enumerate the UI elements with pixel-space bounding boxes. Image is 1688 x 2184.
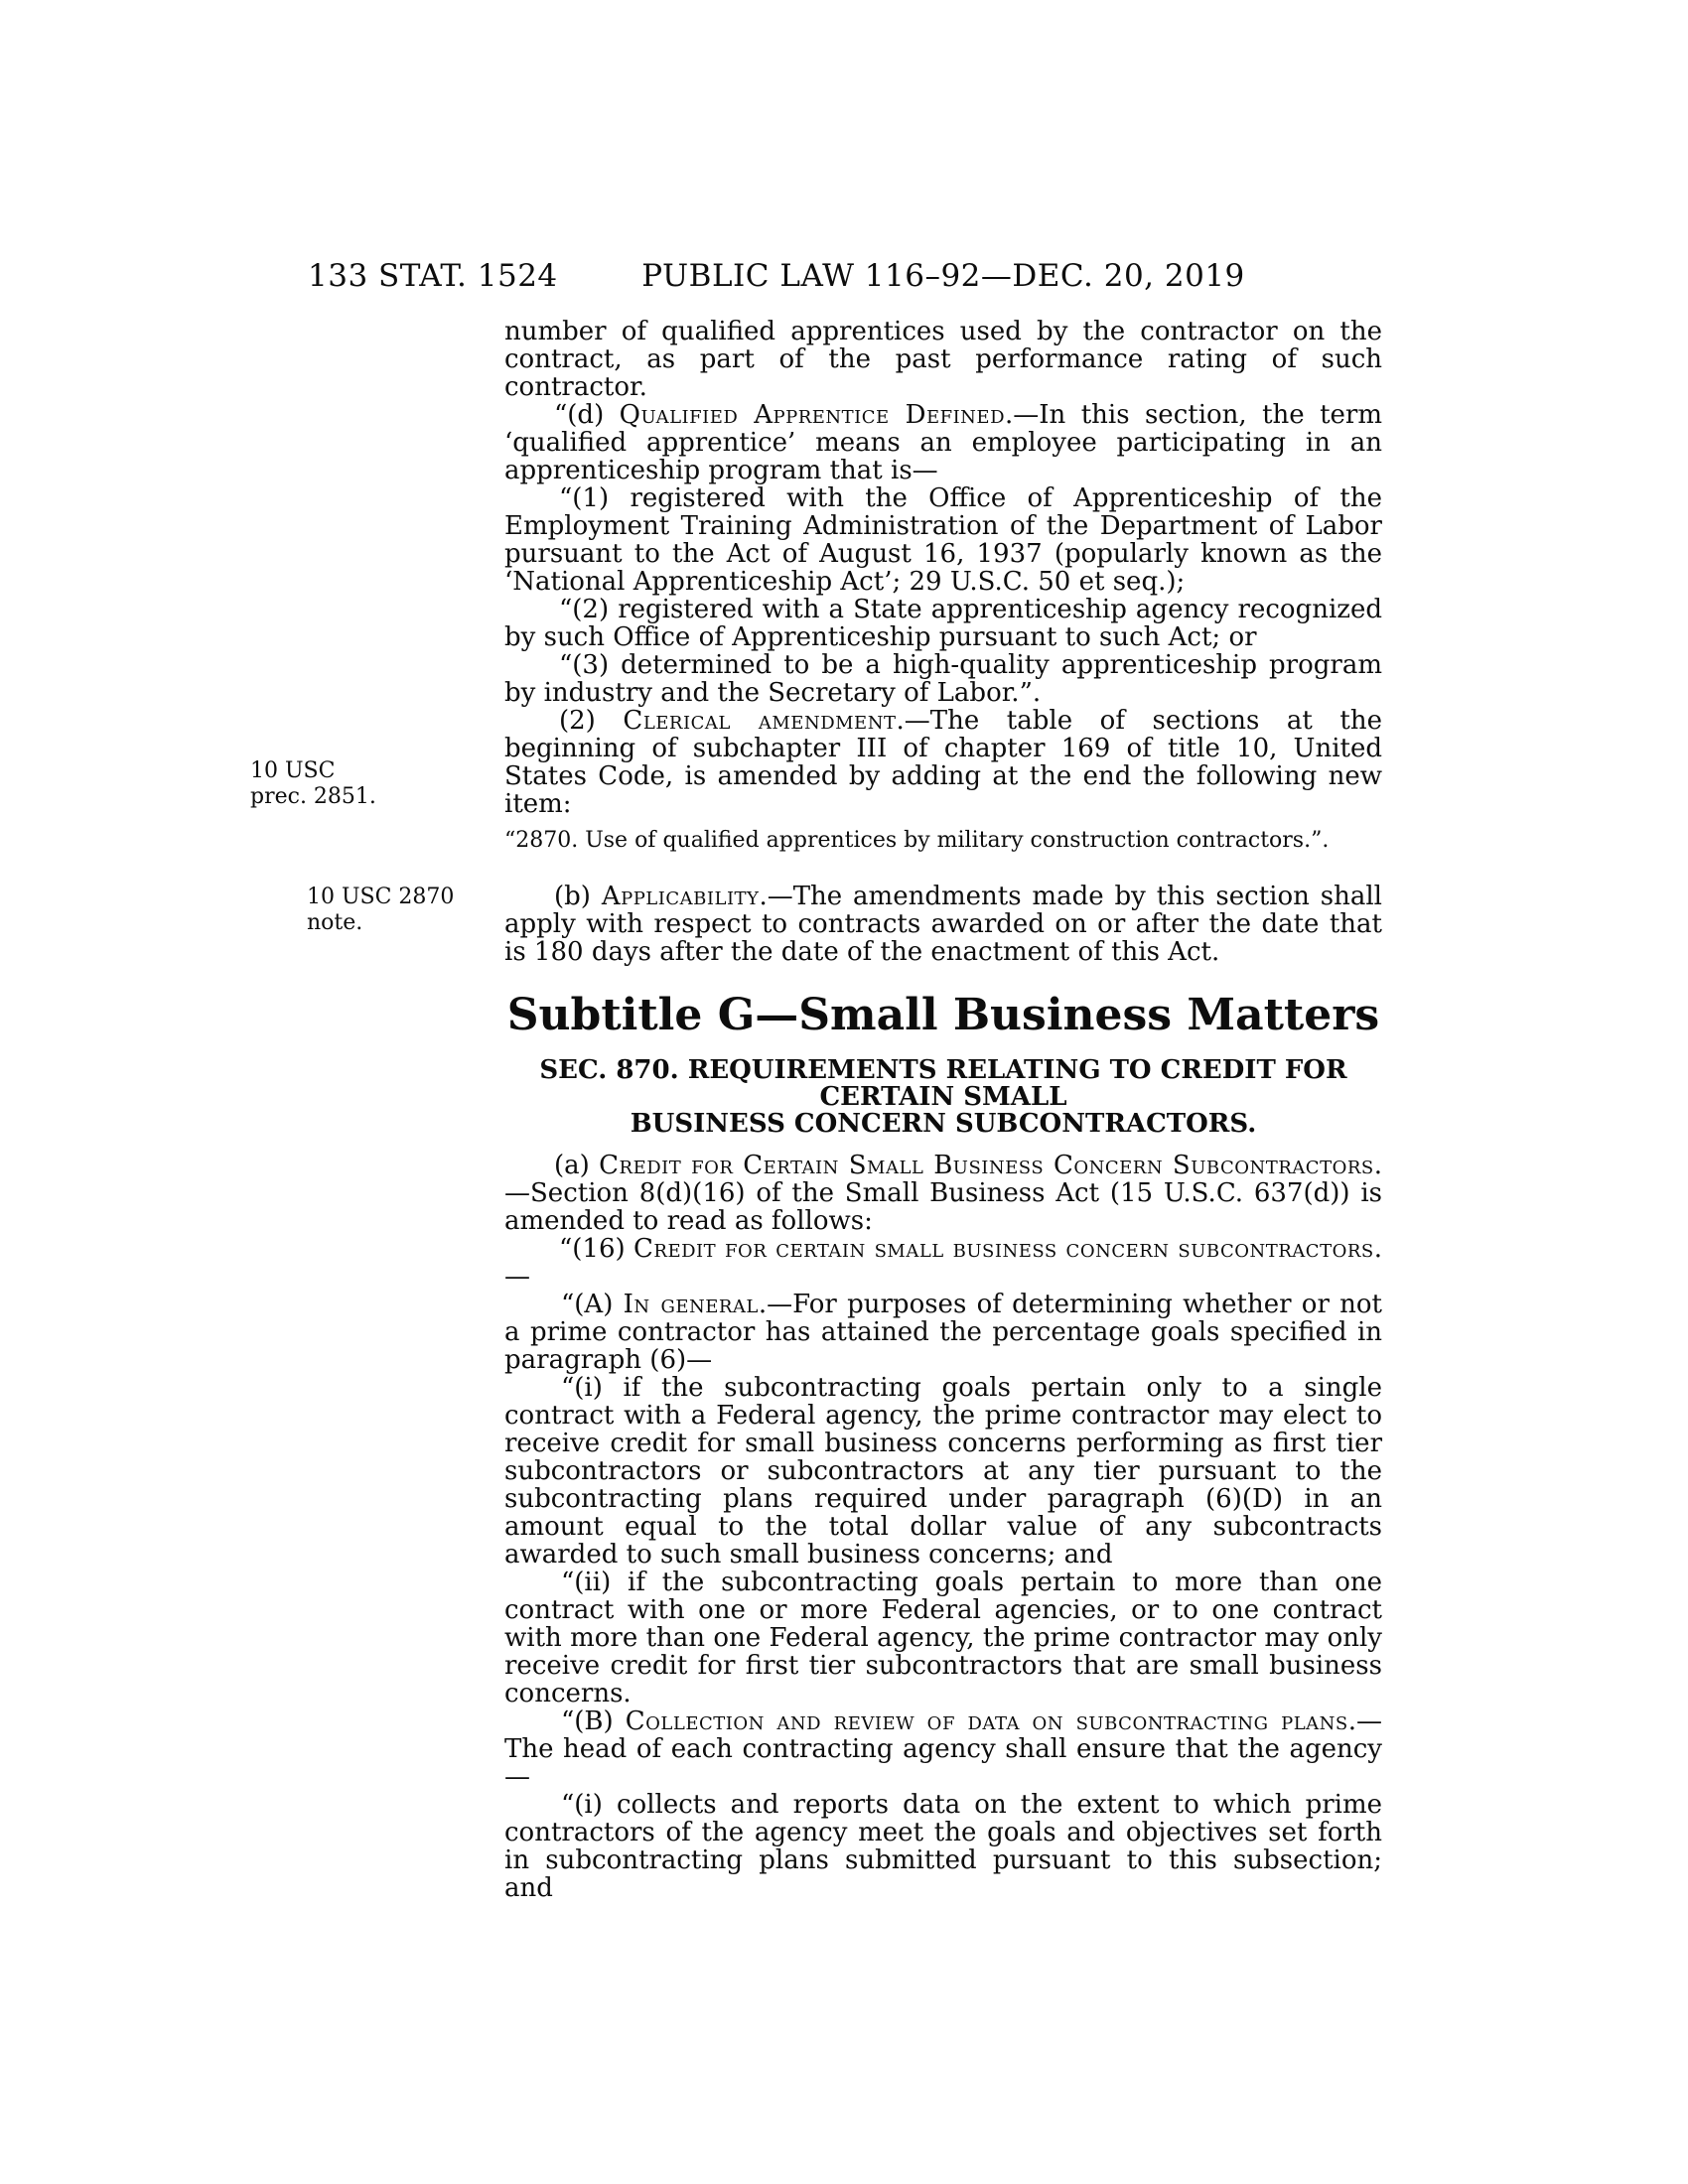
text-run: “(ii) if the subcontracting goals pertain to more than one contract with one or more Federal agencies, or to one contract with more than one Federal agency, the prime contractor may only receive credit for first tier subcontractors that are small business concerns. bbox=[504, 1568, 1382, 1708]
text-run: “(i) collects and reports data on the extent to which prime contractors of the agency meet the goals and objectives set forth in subcontracting plans submitted pursuant to this subsection; and bbox=[504, 1790, 1382, 1903]
text-run: “(16) bbox=[559, 1234, 634, 1264]
paragraph-i-single-contract bbox=[504, 1374, 1382, 1569]
text-run: .—The head of each contracting agency shall ensure that the agency— bbox=[504, 1706, 1382, 1792]
text-run: Collection and review of data on subcontracting plans bbox=[625, 1706, 1348, 1736]
text-run: “(i) if the subcontracting goals pertain only to a single contract with a Federal agency, the prime contractor may elect to receive credit for small business concerns performing as first tier subcontractors or subcontractors at any tier pursuant to the subcontracting plans required under paragraph (6)(D) in an amount equal to the total dollar value of any subcontracts awarded to such small business concerns; and bbox=[504, 1373, 1382, 1570]
subtitle-g-heading: Subtitle G—Small Business Matters bbox=[506, 990, 1380, 1040]
paragraph-2-clerical-amendment bbox=[250, 706, 1383, 819]
margin-note-10-usc-2870-note bbox=[307, 885, 500, 936]
margin-note-line: note. bbox=[307, 910, 363, 935]
text-run: .—Section 8(d)(16) of the Small Business Act (15 U.S.C. 637(d)) is amended to read as follows: bbox=[504, 1151, 1382, 1236]
paragraph-1-registered-office-of-apprenticeship bbox=[504, 484, 1382, 596]
text-run: .—The amendments made by this section shall apply with respect to contracts awarded on or after the date that is 180 days after the date of the enactment of this Act. bbox=[504, 882, 1382, 967]
text-run: number of qualified apprentices used by the contractor on the contract, as part of the past performance rating of such contractor. bbox=[504, 317, 1382, 402]
paragraph-16-credit-subcontractors bbox=[504, 1235, 1382, 1291]
margin-note-line: prec. 2851. bbox=[250, 784, 376, 809]
paragraph-A-in-general bbox=[504, 1291, 1382, 1374]
sec-870-heading-line1: SEC. 870. REQUIREMENTS RELATING TO CREDIT FOR CERTAIN SMALL bbox=[539, 1055, 1347, 1112]
paragraph-b-applicability bbox=[307, 882, 1382, 967]
paragraph-a-credit-subcontractors bbox=[504, 1152, 1382, 1235]
text-run: Applicability bbox=[601, 882, 760, 911]
text-run: Credit for certain small business concern subcontractors bbox=[633, 1234, 1374, 1264]
paragraph-B-collection-and-review bbox=[504, 1707, 1382, 1791]
paragraph-3-high-quality-program bbox=[504, 651, 1382, 707]
text-run: (2) bbox=[559, 706, 624, 736]
body-column bbox=[250, 317, 1383, 1903]
text-run: Credit for Certain Small Business Concern Subcontractors bbox=[599, 1151, 1374, 1180]
text-run: “(A) bbox=[561, 1290, 624, 1319]
sec-870-heading-line2: BUSINESS CONCERN SUBCONTRACTORS. bbox=[630, 1109, 1257, 1139]
paragraph-2-registered-state-agency bbox=[504, 596, 1382, 651]
text-run: .—In this section, the term ‘qualified apprentice’ means an employee participating in an apprenticeship program that is— bbox=[504, 400, 1383, 485]
paragraph-i-collects-and-reports bbox=[504, 1791, 1382, 1902]
stat-citation: 133 STAT. 1524 bbox=[308, 258, 558, 294]
paragraph-continuation bbox=[504, 318, 1382, 401]
paragraph-d-qualified-apprentice-defined bbox=[504, 401, 1382, 484]
table-of-sections-item-2870 bbox=[504, 828, 1382, 853]
public-law-title: PUBLIC LAW 116–92—DEC. 20, 2019 bbox=[641, 258, 1245, 294]
margin-note-line: 10 USC 2870 bbox=[307, 885, 455, 909]
text-run: “(2) registered with a State apprenticeship agency recognized by such Office of Apprenticeship pursuant to such Act; or bbox=[504, 595, 1382, 652]
margin-note-line: 10 USC bbox=[250, 758, 336, 783]
text-run: (a) bbox=[554, 1151, 600, 1180]
text-run: “(d) bbox=[554, 400, 620, 430]
text-run: “(1) registered with the Office of Apprenticeship of the Employment Training Administration of the Department of Labor pursuant to the Act of August 16, 1937 (popularly known as the ‘National Apprenticeship Act’; 29 U.S.C. 50 et seq.); bbox=[504, 483, 1382, 597]
text-run: .— bbox=[504, 1234, 1382, 1292]
text-run: “(B) bbox=[561, 1706, 626, 1736]
text-run: (b) bbox=[554, 882, 602, 911]
sec-870-heading bbox=[504, 1057, 1382, 1138]
text-run: “(3) determined to be a high-quality apprenticeship program by industry and the Secretary of Labor.”. bbox=[504, 650, 1382, 708]
text-run: .—For purposes of determining whether or not a prime contractor has attained the percentage goals specified in paragraph (6)— bbox=[504, 1290, 1382, 1375]
text-run: “2870. Use of qualified apprentices by military construction contractors.”. bbox=[504, 828, 1330, 853]
paragraph-ii-multiple-contracts bbox=[504, 1569, 1382, 1707]
margin-note-10-usc-prec-2851 bbox=[250, 758, 444, 810]
text-run: Qualified Apprentice Defined bbox=[619, 400, 1006, 430]
text-run: Clerical amendment bbox=[623, 706, 897, 736]
text-run: .—The table of sections at the beginning of subchapter III of chapter 169 of title 10, United States Code, is amended by adding at the end the following new item: bbox=[504, 706, 1383, 819]
text-run: In general bbox=[623, 1290, 759, 1319]
